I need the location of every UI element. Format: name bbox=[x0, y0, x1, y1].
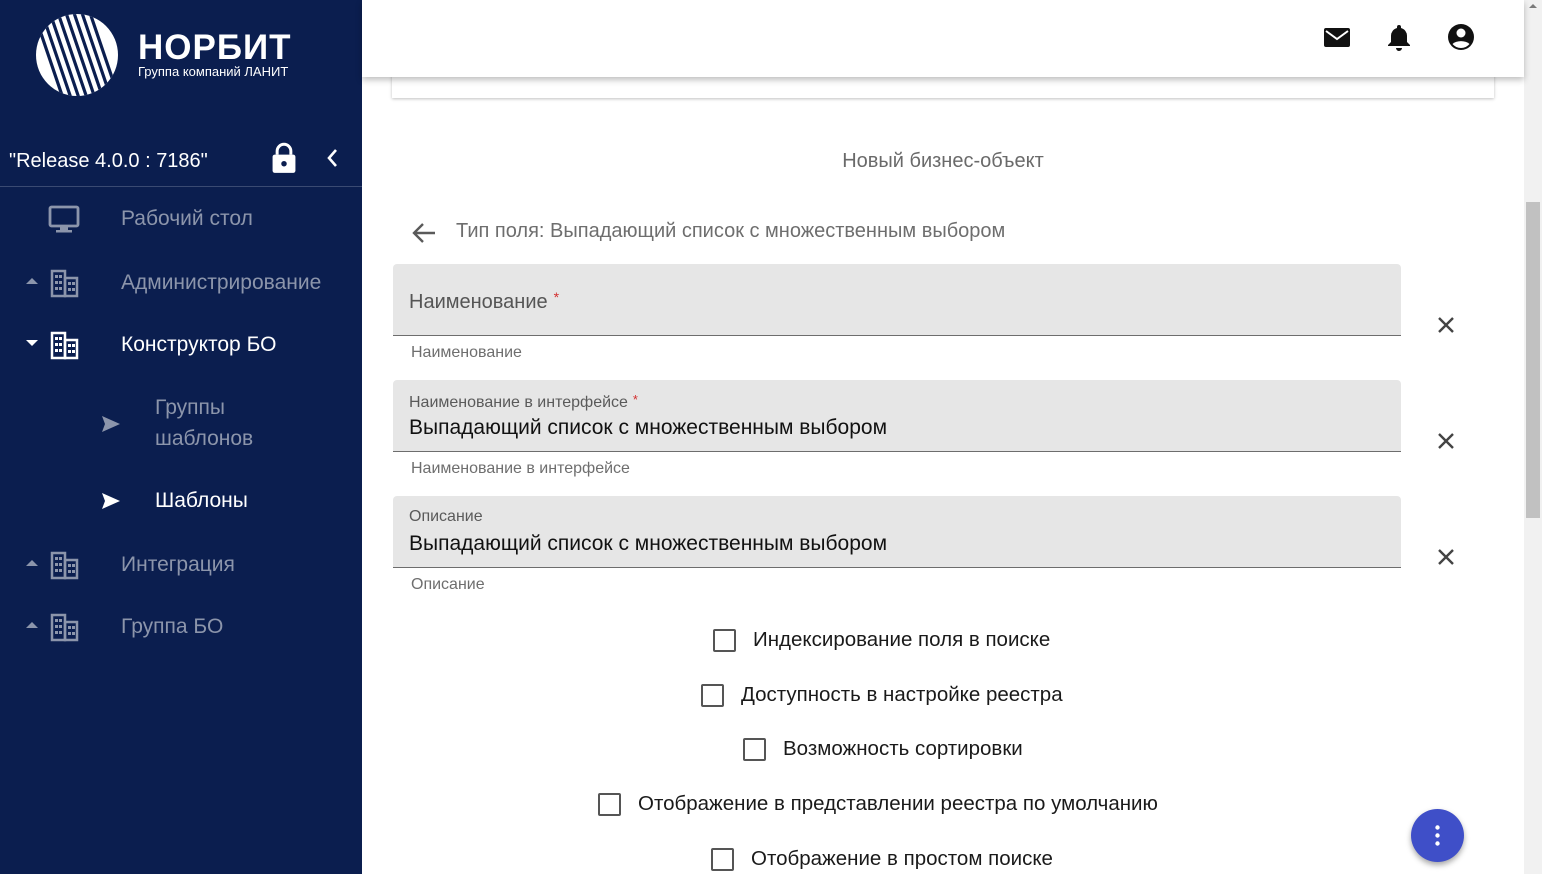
checkbox-registry-availability[interactable] bbox=[701, 681, 1081, 711]
field-label: Наименование * bbox=[409, 289, 560, 313]
scroll-up-arrow-icon[interactable] bbox=[1526, 0, 1540, 12]
field-helper-text: Наименование в интерфейсе bbox=[411, 460, 630, 477]
sidebar-item-label: Конструктор БО bbox=[121, 333, 277, 356]
checkbox-input[interactable] bbox=[598, 793, 621, 816]
page-title: Новый бизнес-объект bbox=[842, 150, 1044, 172]
close-icon[interactable] bbox=[1434, 429, 1458, 453]
close-icon[interactable] bbox=[1434, 545, 1458, 569]
checkbox-input[interactable] bbox=[743, 738, 766, 761]
checkbox-sorting[interactable] bbox=[743, 735, 1043, 765]
sidebar-item-label: Группа БО bbox=[121, 615, 224, 638]
sidebar-subitem-template-groups[interactable] bbox=[0, 392, 362, 456]
send-icon bbox=[100, 414, 122, 434]
sidebar-subitem-label: Шаблоны bbox=[155, 489, 248, 512]
send-icon bbox=[100, 491, 122, 511]
bell-icon[interactable] bbox=[1384, 22, 1414, 52]
field-value[interactable]: Выпадающий список с множественным выбором bbox=[409, 416, 888, 439]
desktop-icon bbox=[48, 204, 80, 234]
checkbox-default-view[interactable] bbox=[598, 790, 1188, 820]
checkbox-simple-search[interactable] bbox=[711, 845, 1071, 874]
checkbox-label: Индексирование поля в поиске bbox=[753, 628, 1051, 651]
description-field[interactable] bbox=[393, 496, 1401, 568]
more-actions-button[interactable] bbox=[1411, 809, 1464, 862]
field-value[interactable]: Выпадающий список с множественным выбором bbox=[409, 532, 888, 555]
field-label: Наименование в интерфейсе * bbox=[409, 392, 638, 411]
sidebar-item-label: Администрирование bbox=[121, 271, 322, 294]
top-bar bbox=[362, 0, 1524, 77]
sidebar-item-integration[interactable] bbox=[0, 534, 362, 594]
close-icon[interactable] bbox=[1434, 313, 1458, 337]
checkbox-label: Отображение в представлении реестра по умолчанию bbox=[638, 792, 1158, 815]
caret-up-icon bbox=[25, 558, 39, 568]
field-label: Описание bbox=[409, 508, 483, 525]
field-type-label: Тип поля: Выпадающий список с множественным выбором bbox=[456, 220, 1006, 242]
sidebar-item-label: Интеграция bbox=[121, 553, 235, 576]
account-icon[interactable] bbox=[1446, 22, 1476, 52]
sidebar-item-bo-group[interactable] bbox=[0, 596, 362, 656]
sidebar bbox=[0, 0, 362, 874]
required-mark: * bbox=[553, 289, 560, 305]
sidebar-item-label: Рабочий стол bbox=[121, 207, 253, 230]
required-mark: * bbox=[632, 392, 638, 407]
arrow-left-icon[interactable] bbox=[410, 220, 438, 246]
chevron-left-icon[interactable] bbox=[320, 144, 344, 172]
building-icon bbox=[48, 612, 80, 642]
checkbox-input[interactable] bbox=[701, 684, 724, 707]
name-field[interactable] bbox=[393, 264, 1401, 336]
scrollbar-thumb[interactable] bbox=[1526, 202, 1540, 518]
sidebar-subitem-label: Группы шаблонов bbox=[155, 396, 254, 450]
brand-name: НОРБИТ bbox=[138, 28, 292, 67]
caret-down-icon bbox=[25, 338, 39, 348]
caret-up-icon bbox=[25, 620, 39, 630]
building-icon bbox=[48, 268, 80, 298]
checkbox-search-indexing[interactable] bbox=[713, 626, 1073, 656]
field-helper-text: Наименование bbox=[411, 344, 522, 361]
checkbox-label: Доступность в настройке реестра bbox=[741, 683, 1063, 706]
sidebar-subitem-templates[interactable] bbox=[0, 485, 362, 519]
building-icon bbox=[48, 330, 80, 360]
interface-name-field[interactable] bbox=[393, 380, 1401, 452]
field-helper-text: Описание bbox=[411, 576, 485, 593]
building-icon bbox=[48, 550, 80, 580]
company-logo[interactable] bbox=[34, 12, 334, 102]
mail-icon[interactable] bbox=[1322, 22, 1352, 52]
sidebar-item-bo-constructor[interactable] bbox=[0, 314, 362, 374]
release-row bbox=[0, 130, 362, 187]
checkbox-input[interactable] bbox=[713, 629, 736, 652]
sidebar-item-desktop[interactable] bbox=[0, 188, 362, 248]
more-vertical-icon bbox=[1435, 825, 1440, 846]
release-label: "Release 4.0.0 : 7186" bbox=[9, 150, 208, 172]
brand-subtitle: Группа компаний ЛАНИТ bbox=[138, 64, 289, 79]
checkbox-input[interactable] bbox=[711, 848, 734, 871]
lock-icon[interactable] bbox=[270, 142, 298, 174]
norbit-logo-icon bbox=[34, 12, 120, 98]
caret-up-icon bbox=[25, 276, 39, 286]
checkbox-label: Отображение в простом поиске bbox=[751, 847, 1053, 870]
sidebar-item-administration[interactable] bbox=[0, 252, 362, 312]
checkbox-label: Возможность сортировки bbox=[783, 737, 1023, 760]
